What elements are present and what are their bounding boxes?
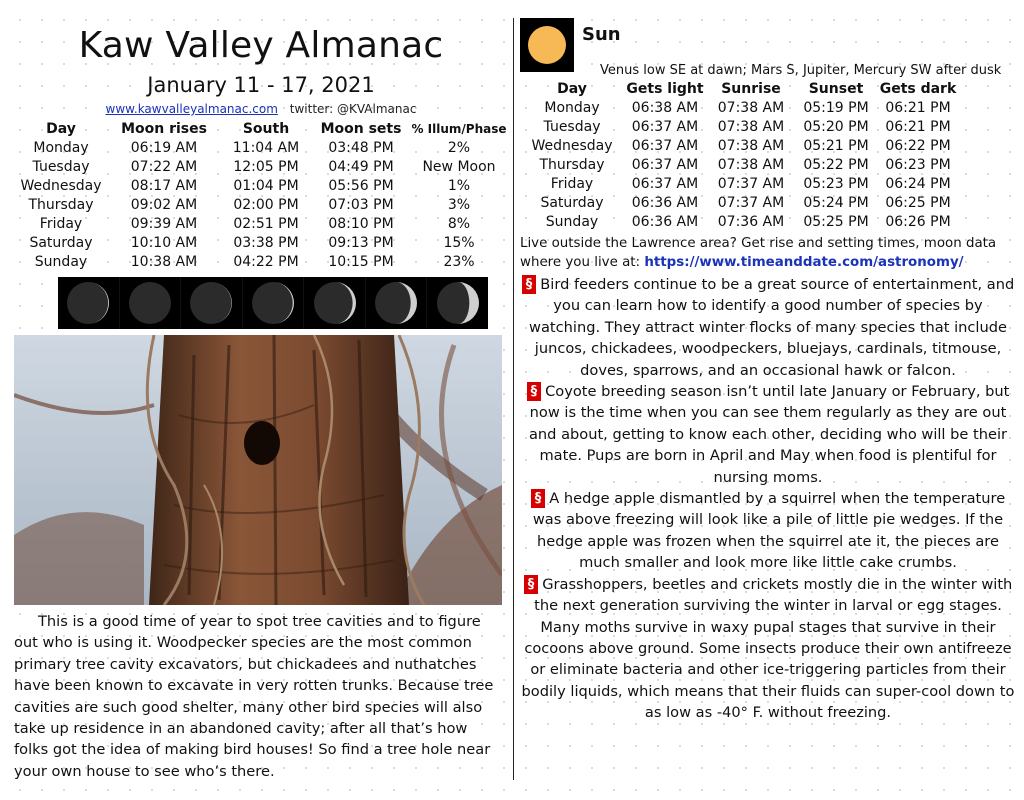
table-cell: 08:10 PM [328, 216, 394, 232]
page-title: Kaw Valley Almanac [78, 25, 444, 66]
table-cell: 06:36 AM [631, 214, 699, 230]
table-cell: 07:36 AM [717, 214, 785, 230]
moon-phase-icon [366, 277, 428, 329]
date-range: January 11 - 17, 2021 [147, 73, 375, 97]
table-row [522, 99, 958, 118]
table-row [522, 118, 958, 137]
table-cell: Monday [544, 100, 600, 116]
sun-col-day: Day [557, 81, 587, 97]
list-item-text: Coyote breeding season isn’t until late January or February, but now is the time when you can see them regularly as they are out and about, getting to know each other, deciding who will be their mate. Pups are born in April and May when food is plentiful for nursing moms. [528, 383, 1010, 486]
moon-phase-icon [181, 277, 243, 329]
sun-section-title: Sun [582, 24, 621, 45]
tree-cavity-photo [14, 335, 502, 605]
table-cell: 07:22 AM [130, 159, 198, 175]
website-link[interactable]: www.kawvalleyalmanac.com [105, 102, 278, 116]
list-item-text: Bird feeders continue to be a great source of entertainment, and you can learn how to identify a good number of species by watching. They attract winter flocks of many species that include juncos, chickadees, woodpeckers, bluejays, cardinals, titmouse, doves, sparrows, and an occasional hawk or falcon. [529, 276, 1015, 379]
table-cell: Saturday [540, 195, 604, 211]
timeanddate-link[interactable]: https://www.timeanddate.com/astronomy/ [644, 255, 964, 270]
moon-phase-icon [427, 277, 488, 329]
table-cell: Wednesday [20, 178, 102, 194]
table-cell: Tuesday [32, 159, 90, 175]
table-cell: 06:37 AM [631, 138, 699, 154]
left-column [14, 18, 508, 782]
table-cell: 07:03 PM [328, 197, 394, 213]
table-row [522, 175, 958, 194]
moon-phase-icon [243, 277, 305, 329]
table-cell: Sunday [34, 254, 88, 270]
table-row [14, 196, 508, 215]
table-cell: 06:22 PM [885, 138, 951, 154]
section-mark-icon: § [524, 575, 539, 594]
moon-col-day: Day [46, 121, 76, 137]
table-cell: 06:37 AM [631, 157, 699, 173]
moon-table [14, 120, 508, 272]
list-item [520, 381, 1016, 488]
sun-col-sunrise: Sunrise [721, 81, 781, 97]
list-item-text: Grasshoppers, beetles and crickets mostly die in the winter with the next generation surviving the winter in larval or egg stages. Many moths survive in waxy pupal stages that survive in their cocoons above ground. Some insects produce their own antifreeze or eliminate bacteria and other ice-triggering particles from their bodily liquids, which means that their fluids can super-cool down to as low as -40° F. without freezing. [521, 575, 1015, 722]
location-note [520, 234, 1016, 272]
table-row [14, 177, 508, 196]
links-line [14, 101, 508, 117]
table-cell: 07:37 AM [717, 195, 785, 211]
list-item [520, 274, 1016, 381]
table-cell: Monday [33, 140, 89, 156]
right-column [520, 18, 1016, 724]
table-cell: 04:49 PM [328, 159, 394, 175]
table-cell: 06:36 AM [631, 195, 699, 211]
table-cell: Friday [550, 176, 594, 192]
moon-table-header [14, 120, 508, 139]
section-mark-icon: § [531, 489, 546, 508]
table-row [14, 215, 508, 234]
table-cell: Thursday [28, 197, 94, 213]
table-cell: 07:38 AM [717, 100, 785, 116]
table-cell: 05:21 PM [803, 138, 869, 154]
sun-icon [520, 18, 574, 72]
table-cell: 09:39 AM [130, 216, 198, 232]
table-cell: 03:38 PM [233, 235, 299, 251]
table-cell: Sunday [545, 214, 599, 230]
article-text: This is a good time of year to spot tree cavities and to figure out who is using it. Woodpecker species are the most common primary tree cavity excavators, but chickadees and nuthatches have been known to excavate in very rotten trunks. Because tree cavities are such good shelter, many other bird species will also take up residence in an abandoned cavity; after all that’s how folks got the idea of making bird houses! So find a tree hole near your own house to see who’s there. [14, 613, 494, 780]
table-cell: 8% [447, 216, 471, 232]
table-cell: 06:21 PM [885, 119, 951, 135]
table-cell: Friday [39, 216, 83, 232]
table-cell: Saturday [29, 235, 93, 251]
list-item-text: A hedge apple dismantled by a squirrel when the temperature was above freezing will look like a pile of little pie wedges. If the hedge apple was frozen when the squirrel ate it, the pieces are much smaller and look more like little cake crumbs. [532, 490, 1006, 572]
moon-phase-icon [120, 277, 182, 329]
table-cell: 06:26 PM [885, 214, 951, 230]
moon-col-phase: % Illum/Phase [411, 122, 507, 136]
table-cell: 15% [443, 235, 475, 251]
table-cell: 05:22 PM [803, 157, 869, 173]
table-cell: 02:51 PM [233, 216, 299, 232]
table-cell: 2% [447, 140, 471, 156]
twitter-handle: twitter: @KVAlmanac [289, 102, 417, 116]
list-item [520, 574, 1016, 724]
table-cell: 05:25 PM [803, 214, 869, 230]
table-row [522, 156, 958, 175]
table-row [14, 253, 508, 272]
table-cell: 06:23 PM [885, 157, 951, 173]
table-cell: 1% [447, 178, 471, 194]
location-note-text: Live outside the Lawrence area? Get rise and setting times, moon data where you live at: [520, 236, 997, 270]
moon-col-rises: Moon rises [121, 121, 207, 137]
planets-note: Venus low SE at dawn; Mars S, Jupiter, Mercury SW after dusk [600, 63, 1002, 78]
nature-notes [520, 274, 1016, 724]
moon-phase-icon [58, 277, 120, 329]
section-mark-icon: § [527, 382, 542, 401]
table-cell: 06:37 AM [631, 176, 699, 192]
table-cell: 3% [447, 197, 471, 213]
column-divider [513, 18, 514, 780]
table-cell: 06:25 PM [885, 195, 951, 211]
sun-table [522, 80, 958, 232]
moon-col-south: South [242, 121, 290, 137]
table-cell: 01:04 PM [233, 178, 299, 194]
table-cell: 12:05 PM [233, 159, 299, 175]
table-cell: 07:38 AM [717, 138, 785, 154]
table-row [522, 137, 958, 156]
sun-col-sunset: Sunset [808, 81, 864, 97]
table-cell: New Moon [422, 159, 496, 175]
table-cell: 05:56 PM [328, 178, 394, 194]
table-row [14, 158, 508, 177]
table-cell: 06:37 AM [631, 119, 699, 135]
table-cell: 07:38 AM [717, 157, 785, 173]
table-cell: 10:15 PM [328, 254, 394, 270]
table-cell: 08:17 AM [130, 178, 198, 194]
table-cell: 04:22 PM [233, 254, 299, 270]
moon-phase-icon [304, 277, 366, 329]
table-cell: 05:19 PM [803, 100, 869, 116]
table-cell: 03:48 PM [328, 140, 394, 156]
table-row [14, 139, 508, 158]
table-cell: 06:21 PM [885, 100, 951, 116]
table-cell: 11:04 AM [232, 140, 300, 156]
section-mark-icon: § [522, 275, 537, 294]
table-cell: 07:38 AM [717, 119, 785, 135]
table-cell: 06:38 AM [631, 100, 699, 116]
table-cell: 23% [443, 254, 475, 270]
sun-col-dark: Gets dark [879, 81, 957, 97]
table-row [522, 194, 958, 213]
moon-col-sets: Moon sets [320, 121, 402, 137]
table-cell: 05:23 PM [803, 176, 869, 192]
table-cell: 09:02 AM [130, 197, 198, 213]
table-cell: 07:37 AM [717, 176, 785, 192]
table-row [522, 213, 958, 232]
table-cell: 09:13 PM [328, 235, 394, 251]
table-cell: 05:24 PM [803, 195, 869, 211]
table-cell: Thursday [539, 157, 605, 173]
sun-table-header [522, 80, 958, 99]
table-cell: 02:00 PM [233, 197, 299, 213]
moon-phase-strip [58, 277, 488, 329]
table-cell: 06:24 PM [885, 176, 951, 192]
table-cell: 05:20 PM [803, 119, 869, 135]
table-cell: Tuesday [543, 119, 601, 135]
table-cell: 10:10 AM [130, 235, 198, 251]
sun-col-light: Gets light [626, 81, 704, 97]
table-row [14, 234, 508, 253]
list-item [520, 488, 1016, 574]
table-cell: 06:19 AM [130, 140, 198, 156]
table-cell: Wednesday [531, 138, 613, 154]
table-cell: 10:38 AM [130, 254, 198, 270]
